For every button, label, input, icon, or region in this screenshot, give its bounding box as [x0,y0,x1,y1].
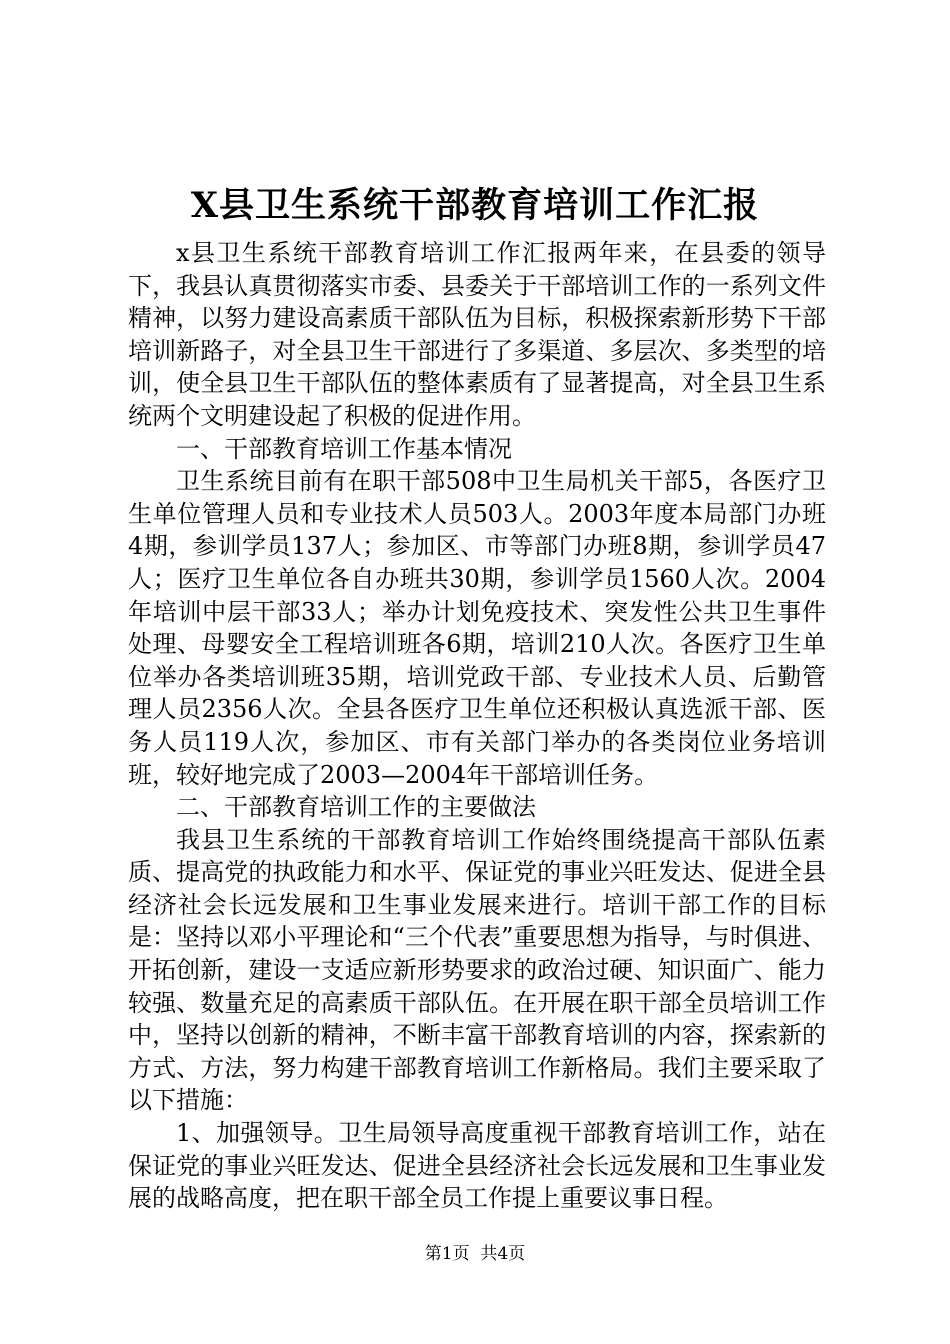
paragraph-measure-1: 1、加强领导。卫生局领导高度重视干部教育培训工作，站在保证党的事业兴旺发达、促进全县经济社会长远发展和卫生事业发展的战略高度，把在职干部全员工作提上重要议事日程。 [128,1119,826,1213]
paragraph-main-practices: 我县卫生系统的干部教育培训工作始终围绕提高干部队伍素质、提高党的执政能力和水平、保证党的事业兴旺发达、促进全县经济社会长远发展和卫生事业发展来进行。培训干部工作的目标是：坚持以邓小平理论和“三个代表”重要思想为指导，与时俱进、开拓创新，建设一支适应新形势要求的政治过硬、知识面广、能力较强、数量充足的高素质干部队伍。在开展在职干部全员培训工作中，坚持以创新的精神，不断丰富干部教育培训的内容，探索新的方式、方法，努力构建干部教育培训工作新格局。我们主要采取了以下措施： [128,825,826,1115]
document-title: X县卫生系统干部教育培训工作汇报 [190,185,760,226]
section-heading-2: 二、干部教育培训工作的主要做法 [176,793,536,822]
paragraph-intro: x县卫生系统干部教育培训工作汇报两年来，在县委的领导下，我县认真贯彻落实市委、县委关于干部培训工作的一系列文件精神，以努力建设高素质干部队伍为目标，积极探索新形势下干部培训新路子，对全县卫生干部进行了多渠道、多层次、多类型的培训，使全县卫生干部队伍的整体素质有了显著提高，对全县卫生系统两个文明建设起了积极的促进作用。 [128,239,826,430]
paragraph-basic-situation: 卫生系统目前有在职干部508中卫生局机关干部5，各医疗卫生单位管理人员和专业技术人员503人。2003年度本局部门办班4期，参训学员137人；参加区、市等部门办班8期，参训学员47人；医疗卫生单位各自办班共30期，参训学员1560人次。2004年培训中层干部33人；举办计划免疫技术、突发性公共卫生事件处理、母婴安全工程培训班各6期，培训210人次。各医疗卫生单位举办各类培训班35期，培训党政干部、专业技术人员、后勤管理人员2356人次。全县各医疗卫生单位还积极认真选派干部、医务人员119人次，参加区、市有关部门举办的各类岗位业务培训班，较好地完成了2003—2004年干部培训任务。 [128,467,826,789]
page-number-footer: 第1页 共4页 [424,1244,526,1264]
section-heading-1: 一、干部教育培训工作基本情况 [176,434,512,463]
document-body [128,237,826,1215]
